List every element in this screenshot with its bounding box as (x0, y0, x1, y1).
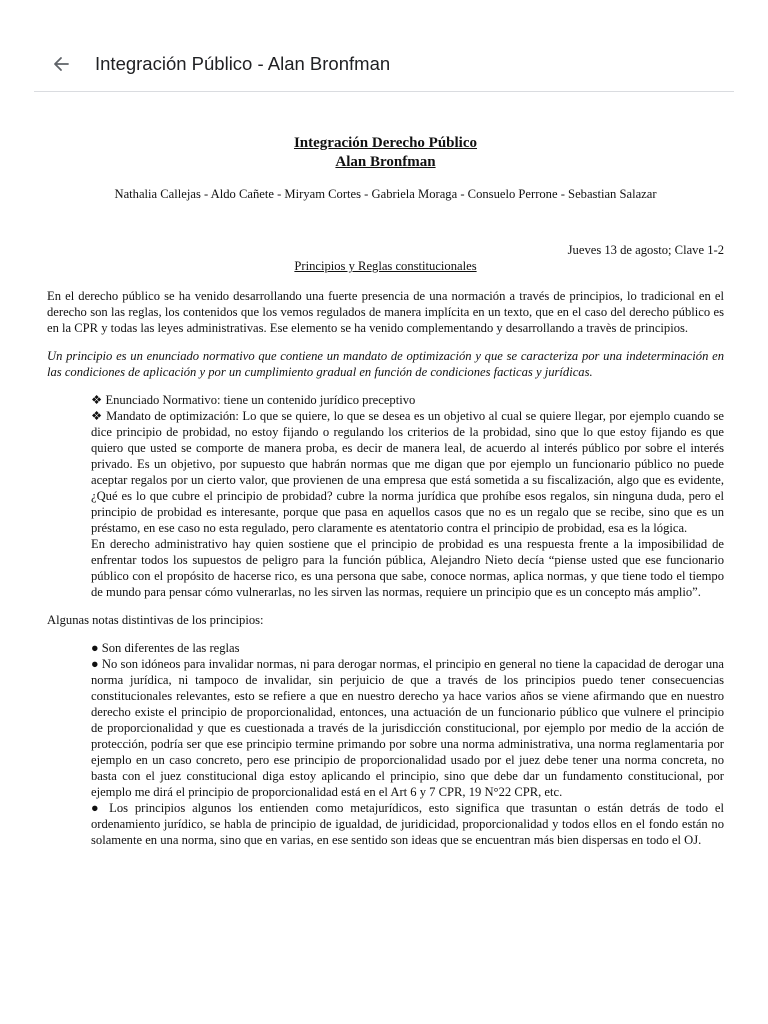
appbar-divider (34, 91, 734, 92)
doc-heading-line2: Alan Bronfman (335, 154, 436, 170)
app-bar (0, 0, 768, 92)
document-page (47, 134, 724, 848)
doc-heading-line1: Integración Derecho Público (293, 135, 478, 151)
doc-subtitle: Principios y Reglas constitucionales (294, 259, 477, 273)
document-title: Integración Público - Alan Bronfman (95, 53, 391, 74)
doc-date: Jueves 13 de agosto; Clave 1-2 (567, 243, 724, 257)
list-item: ❖ Enunciado Normativo: tiene un contenido jurídico preceptivo (91, 393, 416, 407)
bullet-list-2 (91, 640, 724, 848)
doc-authors: Nathalia Callejas - Aldo Cañete - Miryam Cortes - Gabriela Moraga - Consuelo Perrone - Sebastian Salazar (114, 187, 657, 201)
list-item: ❖ Mandato de optimización: Lo que se quiere, lo que se desea es un objetivo al cual se quiere llegar, por ejemplo cuando se dice principio de probidad, no estoy fijando o regulando los criterios de la probidad, sino que lo que estoy fijando es que quiero que usted se comporte de manera proba, es decir de manera leal, de acuerdo al interés público por sobre el interés privado. Es un objetivo, por supuesto que habrán normas que me digan que por ejemplo un funcionario público no puede aceptar regalos por un cierto valor, que provienen de una empresa que está sometida a su fiscalización, algo que es evidente, ¿Qué es lo que cubre el principio de probidad? cubre la norma jurídica que prohíbe esos regalos, sin ninguna duda, pero el principio de probidad es interesante, porque que pasa en aquellos casos que no es un regalo que se recibe, sino que es un préstamo, en ese caso no esta regulado, pero claramente es atentatorio contra el principio de probidad, esa es la lógica. (91, 409, 724, 535)
list-item: En derecho administrativo hay quien sostiene que el principio de probidad es una respuesta frente a la imposibilidad de enfrentar todos los supuestos de peligro para la función pública, Alejandro Nieto decía “piense usted que ese funcionario público con el propósito de hacerse rico, es una persona que sabe, conoce normas, aplica normas, y que tiene todo el tiempo de mundo para pensar cómo vulnerarlas, no les sirven las normas, requiere un principio que es un concepto más amplio”. (91, 537, 724, 599)
bullet-list-1 (91, 392, 724, 600)
paragraph-definition: Un principio es un enunciado normativo que contiene un mandato de optimización y que se caracteriza por una indeterminación en las condiciones de aplicación y por un cumplimiento gradual en función de condiciones facticas y jurídicas. (47, 349, 724, 379)
list-item: ● Los principios algunos los entienden como metajurídicos, esto significa que trasuntan o están detrás de todo el ordenamiento jurídico, se habla de principio de igualdad, de juridicidad, proporcionalidad y todos ellos en el fondo están no solamente en una norma, sino que en varias, en ese sentido son ideas que se encuentran más bien dispersas en todo el OJ. (91, 801, 724, 847)
paragraph-notes: Algunas notas distintivas de los principios: (47, 613, 264, 627)
list-item: ● No son idóneos para invalidar normas, ni para derogar normas, el principio en general no tiene la capacidad de derogar una norma jurídica, ni tampoco de invalidar, sin perjuicio de que a través de los principios puedo tener consecuencias constitucionales relevantes, esto se refiere a que en nuestro derecho ya hace varios años se viene afirmando que en nuestro derecho existe el principio de proporcionalidad, entonces, una actuación de un funcionario público que vulnere el principio de proporcionalidad y que es cuestionada a través de la jurisdicción constitucional, por ejemplo por medio de la acción de protección, podría ser que ese principio termine primando por sobre una norma administrativa, una norma reglamentaria por ejemplo en un caso concreto, pero ese principio de proporcionalidad usado por el juez debe tener una norma concreta, no basta con el juez constitucional diga estoy aplicando el principio, sino que debe dar un fundamento constitucional, por ejemplo me dirá el principio de proporcionalidad está en el Art 6 y 7 CPR, 19 N°22 CPR, etc. (91, 657, 724, 799)
arrow-back-icon (48, 50, 74, 78)
paragraph-intro: En el derecho público se ha venido desarrollando una fuerte presencia de una normación a través de principios, lo tradicional en el derecho son las reglas, los contenidos que los vemos regulados de manera implícita en un texto, que en el caso del derecho público es en la CPR y todas las leyes administrativas. Ese elemento se ha venido complementando y desarrollando a travès de principios. (47, 289, 724, 335)
list-item: ● Son diferentes de las reglas (91, 641, 240, 655)
back-button[interactable] (48, 50, 74, 78)
